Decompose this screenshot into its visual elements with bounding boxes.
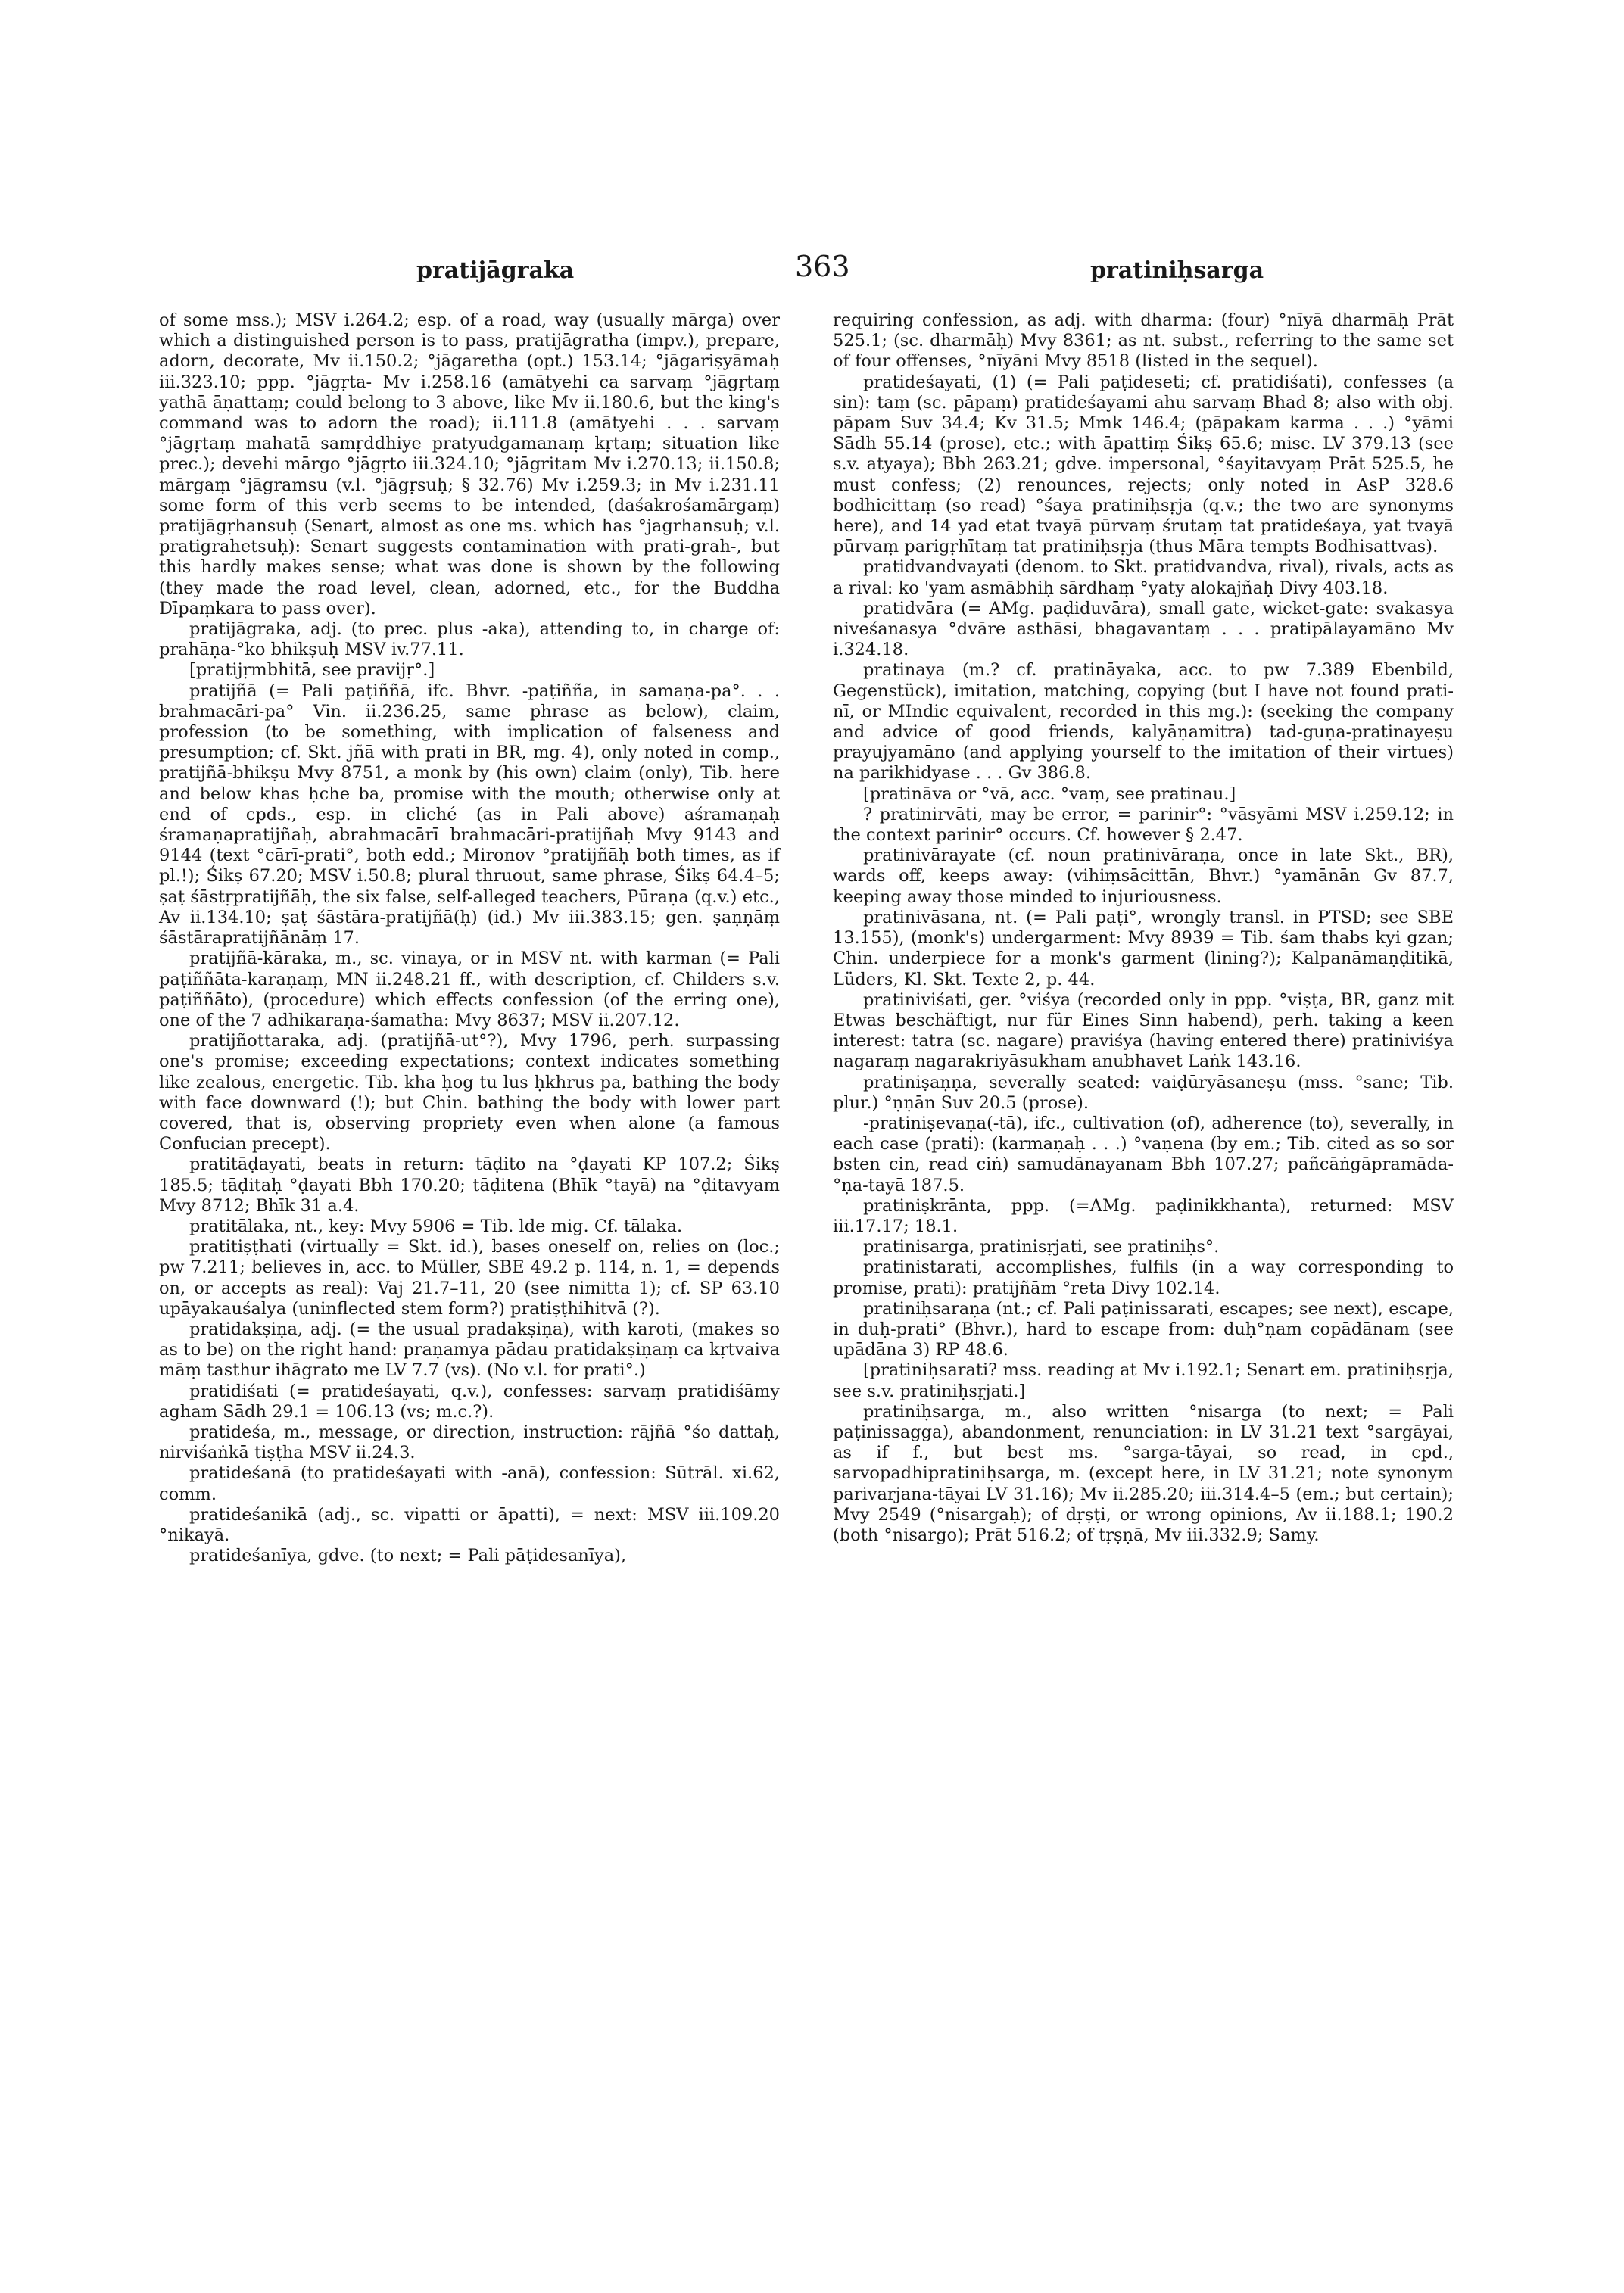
dictionary-entry: ? pratinirvāti, may be error, = parinir°: °vāsyāmi MSV i.259.12; in the context parinir° occurs. Cf. however § 2.47.	[833, 804, 1454, 846]
dictionary-entry: pratideśayati, (1) (= Pali paṭideseti; cf. pratidiśati), confesses (a sin): taṃ (sc. pāpaṃ) pratideśayami ahu sarvaṃ Bhad 8; also with obj. pāpam Suv 34.4; Kv 31.5; Mmk 146.4; (pāpakam karma . . .) °yāmi Sādh 55.14 (prose), etc.; with āpattiṃ Śikṣ 65.6; misc. LV 379.13 (see s.v. atyaya); Bbh 263.21; gdve. impersonal, °śayitavyaṃ Prāt 525.5, he must confess; (2) renounces, rejects; only noted in AsP 328.6 bodhicittaṃ (so read) °śaya pratiniḥsṛja (q.v.; the two are synonyms here), and 14 yad etat tvayā pūrvaṃ śrutaṃ tat pratideśaya, yat tvayā pūrvaṃ parigṛhītaṃ tat pratiniḥsṛja (thus Māra tempts Bodhisattvas).	[833, 372, 1454, 557]
dictionary-entry: pratideśanikā (adj., sc. vipatti or āpatti), = next: MSV iii.109.20 °nikayā.	[159, 1504, 780, 1545]
dictionary-entry: pratiniḥsaraṇa (nt.; cf. Pali paṭinissarati, escapes; see next), escape, in duḥ-prati° (Bhvr.), hard to escape from: duḥ°ṇam copādānam (see upādāna 3) RP 48.6.	[833, 1298, 1454, 1360]
dictionary-entry: pratitiṣṭhati (virtually = Skt. id.), bases oneself on, relies on (loc.; pw 7.211; believes in, acc. to Müller, SBE 49.2 p. 114, n. 1, = depends on, or accepts as real): Vaj 21.7–11, 20 (see nimitta 1); cf. SP 63.10 upāyakauśalya (uninflected stem form?) pratiṣṭhihitvā (?).	[159, 1237, 780, 1319]
running-header	[159, 250, 1476, 295]
dictionary-entry: pratiniṣaṇṇa, severally seated: vaiḍūryāsaneṣu (mss. °sane; Tib. plur.) °ṇṇān Suv 20.5 (prose).	[833, 1072, 1454, 1113]
right-column	[833, 310, 1454, 1546]
dictionary-entry: pratinaya (m.? cf. pratināyaka, acc. to pw 7.389 Ebenbild, Gegenstück), imitation, matching, copying (but I have not found prati-nī, or MIndic equivalent, recorded in this mg.): (seeking the company and advice of good friends, kalyāṇamitra) tad-guṇa-pratinayeṣu prayujyamāno (and applying yourself to the imitation of their virtues) na parikhidyase . . . Gv 386.8.	[833, 660, 1454, 784]
dictionary-entry: pratinistarati, accomplishes, fulfils (in a way corresponding to promise, prati): pratijñām °reta Divy 102.14.	[833, 1257, 1454, 1298]
dictionary-entry: pratinisarga, pratinisṛjati, see pratiniḥs°.	[863, 1237, 1220, 1257]
dictionary-entry: pratitālaka, nt., key: Mvy 5906 = Tib. lde mig. Cf. tālaka.	[189, 1216, 683, 1236]
running-head-right: pratiniḥsarga	[1090, 257, 1264, 284]
dictionary-entry: pratinivāsana, nt. (= Pali paṭi°, wrongly transl. in PTSD; see SBE 13.155), (monk's) undergarment: Mvy 8939 = Tib. śam thabs kyi gzan; Chin. underpiece for a monk's garment (lining?); Kalpanāmaṇḍitikā, Lüders, Kl. Skt. Texte 2, p. 44.	[833, 907, 1454, 989]
dictionary-entry: [pratijṛmbhitā, see pravijṛ°.]	[189, 660, 435, 681]
dictionary-entry: pratidvandvayati (denom. to Skt. pratidvandva, rival), rivals, acts as a rival: ko 'yam asmābhiḥ sārdhaṃ °yaty alokajñaḥ Divy 403.18.	[833, 557, 1454, 598]
dictionary-entry: pratiniviśati, ger. °viśya (recorded only in ppp. °viṣṭa, BR, ganz mit Etwas beschäftigt, nur für Eines Sinn habend), perh. taking a keen interest: tatra (sc. nagare) praviśya (having entered there) pratiniviśya nagaraṃ nagarakriyāsukham anubhavet Laṅk 143.16.	[833, 989, 1454, 1072]
dictionary-entry: [pratiniḥsarati? mss. reading at Mv i.192.1; Senart em. pratiniḥsṛja, see s.v. pratiniḥsṛjati.]	[833, 1360, 1454, 1401]
dictionary-entry: pratideśa, m., message, or direction, instruction: rājñā °śo dattaḥ, nirviśaṅkā tiṣṭha MSV ii.24.3.	[159, 1422, 780, 1463]
dictionary-entry: pratijñā (= Pali paṭiññā, ifc. Bhvr. -paṭiñña, in samaṇa-pa°. . . brahmacāri-pa° Vin. ii.236.25, same phrase as below), claim, profession (to be something, with implication of falseness and presumption; cf. Skt. jñā with prati in BR, mg. 4), only noted in comp., pratijñā-bhikṣu Mvy 8751, a monk by (his own) claim (only), Tib. here and below khas ḥche ba, promise with the mouth; otherwise only at end of cpds., esp. in cliché (as in Pali above) aśramaṇaḥ śramaṇapratijñaḥ, abrahmacārī brahmacāri-pratijñaḥ Mvy 9143 and 9144 (text °cārī-prati°, both edd.; Mironov °pratijñāḥ both times, as if pl.!); Śikṣ 67.20; MSV i.50.8; plural thruout, same phrase, Śikṣ 64.4–5; ṣaṭ śāstṛpratijñāḥ, the six false, self-alleged teachers, Pūraṇa (q.v.) etc., Av ii.134.10; ṣaṭ śāstāra-pratijñā(ḥ) (id.) Mv iii.383.15; gen. ṣaṇṇāṃ śāstārapratijñānāṃ 17.	[159, 681, 780, 949]
dictionary-entry: pratijñā-kāraka, m., sc. vinaya, or in MSV nt. with karman (= Pali paṭiññāta-karaṇaṃ, MN ii.248.21 ff., with description, cf. Childers s.v. paṭiññāto), (procedure) which effects confession (of the erring one), one of the 7 adhikaraṇa-śamatha: Mvy 8637; MSV ii.207.12.	[159, 949, 780, 1030]
running-head-left: pratijāgraka	[416, 257, 575, 284]
dictionary-entry: pratiniṣkrānta, ppp. (=AMg. paḍinikkhanta), returned: MSV iii.17.17; 18.1.	[833, 1195, 1454, 1236]
dictionary-entry: pratideśanīya, gdve. (to next; = Pali pāṭidesanīya),	[189, 1546, 627, 1566]
dictionary-entry: pratidiśati (= pratideśayati, q.v.), confesses: sarvaṃ pratidiśāmy agham Sādh 29.1 = 106.13 (vs; m.c.?).	[159, 1381, 780, 1422]
dictionary-entry: pratijñottaraka, adj. (pratijñā-ut°?), Mvy 1796, perh. surpassing one's promise; exceeding expectations; context indicates something like zealous, energetic. Tib. kha ḥog tu lus ḥkhrus pa, bathing the body with face downward (!); but Chin. bathing the body with lower part covered, that is, observing propriety even when alone (a famous Confucian precept).	[159, 1031, 780, 1154]
dictionary-entry: requiring confession, as adj. with dharma: (four) °nīyā dharmāḥ Prāt 525.1; (sc. dharmāḥ) Mvy 8361; as nt. subst., referring to the same set of four offenses, °nīyāni Mvy 8518 (listed in the sequel).	[833, 310, 1454, 372]
dictionary-entry: pratitāḍayati, beats in return: tāḍito na °ḍayati KP 107.2; Śikṣ 185.5; tāḍitaḥ °ḍayati Bbh 170.20; tāḍitena (Bhīk °tayā) na °ḍitavyam Mvy 8712; Bhīk 31 a.4.	[159, 1154, 780, 1216]
dictionary-entry: pratideśanā (to pratideśayati with -anā), confession: Sūtrāl. xi.62, comm.	[159, 1463, 780, 1504]
dictionary-entry: pratiniḥsarga, m., also written °nisarga (to next; = Pali paṭinissagga), abandonment, renunciation: in LV 31.21 text °sargāyai, as if f., but best ms. °sarga-tāyai, so read, in cpd., sarvopadhipratiniḥsarga, m. (except here, in LV 31.21; note synonym parivarjana-tāyai LV 31.16); Mv ii.285.20; iii.314.4–5 (em.; but certain); Mvy 2549 (°nisargaḥ); of dṛṣṭi, or wrong opinions, Av ii.188.1; 190.2 (both °nisargo); Prāt 516.2; of tṛṣṇā, Mv iii.332.9; Samy.	[833, 1401, 1454, 1545]
left-column	[159, 310, 780, 1566]
dictionary-entry: pratinivārayate (cf. noun pratinivāraṇa, once in late Skt., BR), wards off, keeps away: (vihiṃsācittān, Bhvr.) °yamānān Gv 87.7, keeping away those minded to injuriousness.	[833, 846, 1454, 907]
dictionary-entry: -pratiniṣevaṇa(-tā), ifc., cultivation (of), adherence (to), severally, in each case (prati): (karmaṇaḥ . . .) °vaṇena (by em.; Tib. cited as so sor bsten cin, read ciṅ) samudānayanam Bbh 107.27; pañcāṅgāpramāda-°ṇa-tayā 187.5.	[833, 1113, 1454, 1195]
dictionary-entry: of some mss.); MSV i.264.2; esp. of a road, way (usually mārga) over which a distinguished person is to pass, pratijāgratha (impv.), prepare, adorn, decorate, Mv ii.150.2; °jāgaretha (opt.) 153.14; °jāgariṣyāmaḥ iii.323.10; ppp. °jāgṛta- Mv i.258.16 (amātyehi ca sarvaṃ °jāgṛtaṃ yathā āṇattaṃ; could belong to 3 above, like Mv ii.180.6, but the king's command was to adorn the road); ii.111.8 (amātyehi . . . sarvaṃ °jāgṛtaṃ mahatā samṛddhiye pratyudgamanaṃ kṛtaṃ; situation like prec.); devehi mārgo °jāgṛto iii.324.10; °jāgritam Mv i.270.13; ii.150.8; mārgaṃ °jāgramsu (v.l. °jāgṛsuḥ; § 32.76) Mv i.259.3; in Mv i.231.11 some form of this verb seems to be intended, (daśakrośamārgaṃ) pratijāgṛhansuḥ (Senart, almost as one ms. which has °jagrhansuḥ; v.l. pratigrahetsuḥ): Senart suggests contamination with prati-grah-, but this hardly makes sense; what was done is shown by the following (they made the road level, clean, adorned, etc., for the Buddha Dīpaṃkara to pass over).	[159, 310, 780, 618]
dictionary-entry: pratidvāra (= AMg. paḍiduvāra), small gate, wicket-gate: svakasya niveśanasya °dvāre asthāsi, bhagavantaṃ . . . pratipālayamāno Mv i.324.18.	[833, 598, 1454, 660]
page-number: 363	[795, 250, 850, 283]
dictionary-entry: pratijāgraka, adj. (to prec. plus -aka), attending to, in charge of: prahāṇa-°ko bhikṣuḥ MSV iv.77.11.	[159, 619, 780, 660]
dictionary-entry: pratidakṣiṇa, adj. (= the usual pradakṣiṇa), with karoti, (makes so as to be) on the right hand: praṇamya pādau pratidakṣiṇaṃ ca kṛtvaiva māṃ tasthur ihāgrato me LV 7.7 (vs). (No v.l. for prati°.)	[159, 1319, 780, 1381]
dictionary-entry: [pratināva or °vā, acc. °vaṃ, see pratinau.]	[863, 784, 1236, 804]
